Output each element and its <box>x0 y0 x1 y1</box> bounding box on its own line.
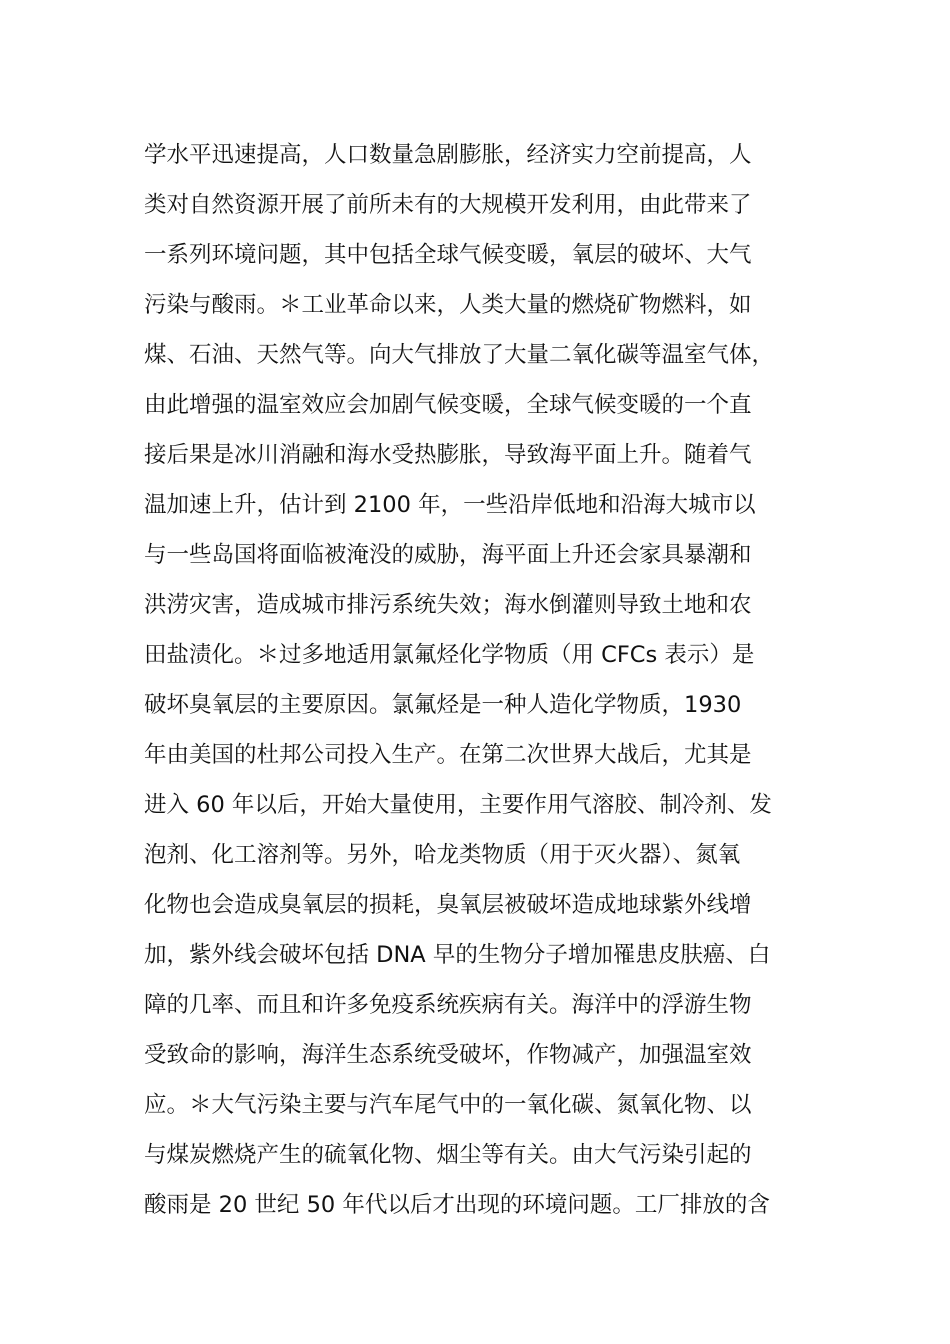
text-line: 污染与酸雨。＊工业革命以来，人类大量的燃烧矿物燃料，如 <box>144 292 752 318</box>
text-line: 接后果是冰川消融和海水受热膨胀，导致海平面上升。随着气 <box>144 442 752 468</box>
text-line: 加，紫外线会破坏包括 DNA 早的生物分子增加罹患皮肤癌、白 <box>144 942 771 968</box>
text-line: 煤、石油、天然气等。向大气排放了大量二氧化碳等温室气体， <box>144 342 775 368</box>
text-line: 破坏臭氧层的主要原因。氯氟烃是一种人造化学物质，1930 <box>144 692 742 718</box>
text-line: 与煤炭燃烧产生的硫氧化物、烟尘等有关。由大气污染引起的 <box>144 1142 752 1168</box>
text-line: 与一些岛国将面临被淹没的威胁，海平面上升还会家具暴潮和 <box>144 542 752 568</box>
text-line: 进入 60 年以后，开始大量使用，主要作用气溶胶、制冷剂、发 <box>144 792 772 818</box>
text-line: 温加速上升，估计到 2100 年，一些沿岸低地和沿海大城市以 <box>144 492 756 518</box>
body-text <box>144 130 814 1230</box>
text-line: 酸雨是 20 世纪 50 年代以后才出现的环境问题。工厂排放的含 <box>144 1192 770 1218</box>
text-line: 洪涝灾害，造成城市排污系统失效；海水倒灌则导致土地和农 <box>144 592 752 618</box>
text-line: 泡剂、化工溶剂等。另外，哈龙类物质（用于灭火器）、氮氧 <box>144 842 741 868</box>
text-line: 化物也会造成臭氧层的损耗，臭氧层被破坏造成地球紫外线增 <box>144 892 752 918</box>
text-line: 应。＊大气污染主要与汽车尾气中的一氧化碳、氮氧化物、以 <box>144 1092 752 1118</box>
text-line: 受致命的影响，海洋生态系统受破坏，作物减产，加强温室效 <box>144 1042 752 1068</box>
text-line: 田盐渍化。＊过多地适用氯氟烃化学物质（用 CFCs 表示）是 <box>144 642 755 668</box>
text-line: 由此增强的温室效应会加剧气候变暖，全球气候变暖的一个直 <box>144 392 752 418</box>
text-line: 学水平迅速提高，人口数量急剧膨胀，经济实力空前提高，人 <box>144 142 752 168</box>
text-line: 类对自然资源开展了前所未有的大规模开发利用，由此带来了 <box>144 192 752 218</box>
text-line: 一系列环境问题，其中包括全球气候变暖，氧层的破坏、大气 <box>144 242 752 268</box>
text-line: 年由美国的杜邦公司投入生产。在第二次世界大战后，尤其是 <box>144 742 752 768</box>
text-line: 障的几率、而且和许多免疫系统疾病有关。海洋中的浮游生物 <box>144 992 752 1018</box>
